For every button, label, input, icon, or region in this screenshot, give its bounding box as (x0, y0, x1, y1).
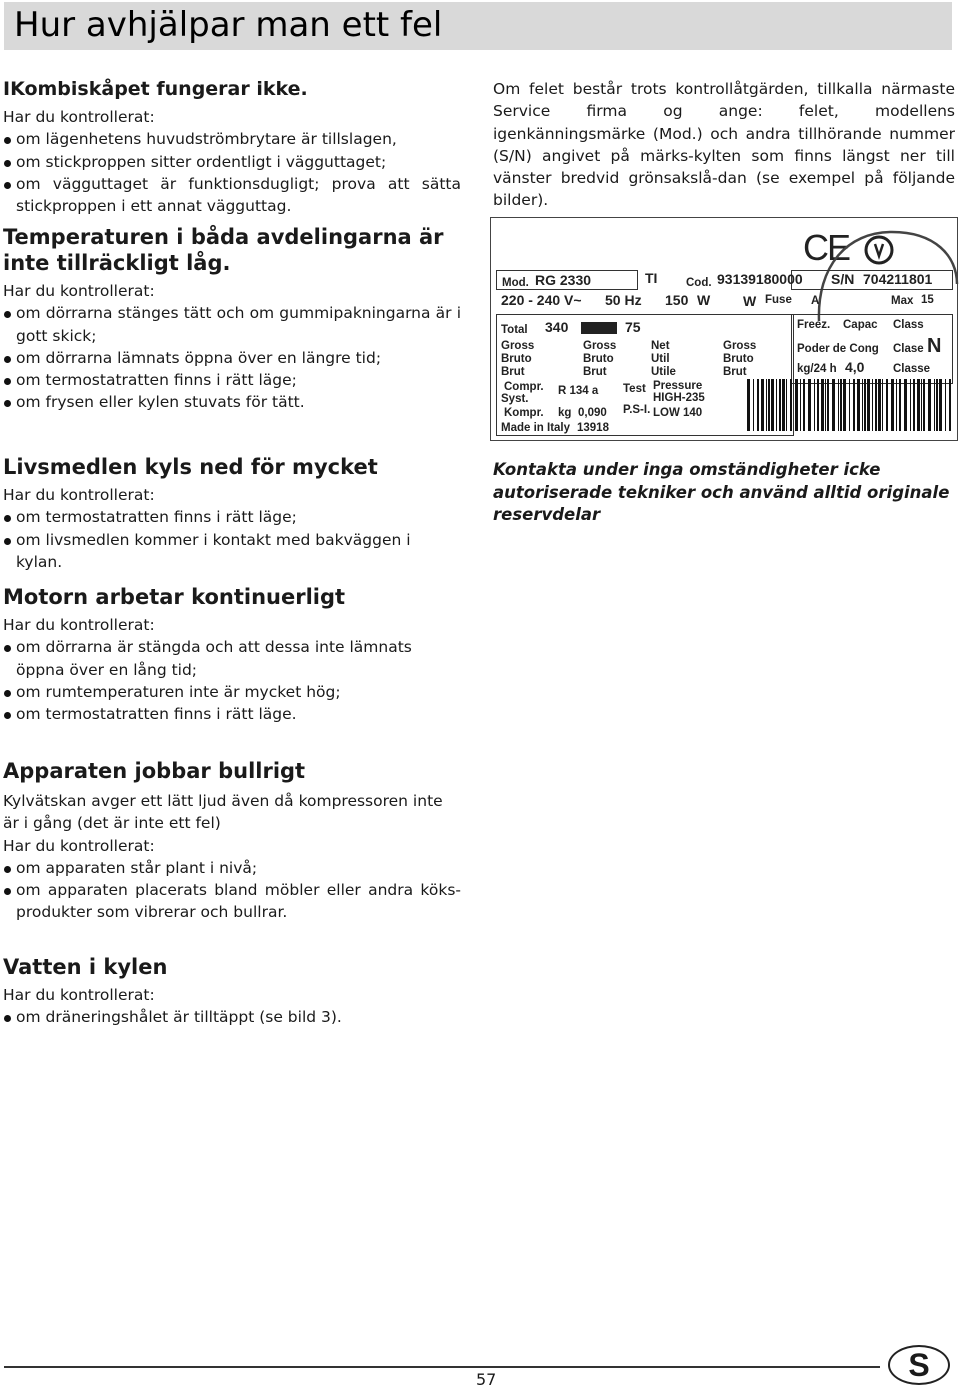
gross-label-2c: Brut (583, 366, 607, 378)
refrigerant-weight: 0,090 (578, 407, 607, 419)
amp-label: A (811, 295, 820, 307)
psi-label: P.S-I. (623, 404, 651, 416)
gross-label-1c: Brut (501, 366, 525, 378)
clase-value: N (927, 335, 942, 357)
fuse-label: Fuse (765, 294, 792, 306)
syst-label: Syst. (501, 393, 529, 405)
gross-label-1b: Bruto (501, 353, 532, 365)
section-heading: Temperaturen i båda avdelingarna är inte tillräckligt låg. (3, 225, 444, 275)
check-list (3, 506, 461, 573)
gross-label-2: Gross (583, 340, 617, 352)
star-rating-icon (581, 322, 617, 334)
power-unit: W (697, 292, 711, 308)
section-noisy (3, 758, 461, 954)
section-intro: Har du kontrollerat: (3, 108, 155, 126)
list-item: om dräneringshålet är tilltäppt (se bild 3). (3, 1006, 461, 1028)
sn-label: S/N (831, 271, 855, 287)
section-pretext: Kylvätskan avger ett lätt ljud även då kompressoren inte är i gång (det är inte ett fel) (3, 792, 443, 833)
defrost-unit: W (743, 293, 757, 309)
net-label-c: Utile (651, 366, 676, 378)
net-label: Net (651, 340, 670, 352)
list-item: om dörrarna stänges tätt och om gummipakningarna är i gott skick; (3, 302, 461, 347)
section-too-cold (3, 454, 461, 584)
sn-value: 704211801 (863, 271, 933, 287)
freez-label: Freez. (797, 319, 831, 331)
made-code: 13918 (577, 422, 609, 434)
pressure-high: HIGH-235 (653, 392, 705, 404)
check-list (3, 857, 461, 924)
made-in-label: Made in Italy (501, 422, 571, 434)
test-label: Test (623, 383, 646, 395)
section-heading: Apparaten jobbar bullrigt (3, 759, 306, 783)
gross-label-3b: Bruto (723, 353, 754, 365)
list-item: om apparaten står plant i nivå; (3, 857, 461, 879)
gross-label-3: Gross (723, 340, 757, 352)
check-list (3, 1006, 461, 1028)
tl-label: TI (645, 270, 658, 286)
list-item: om stickproppen sitter ordentligt i vägguttaget; (3, 151, 461, 173)
list-item: om dörrarna är stängda och att dessa inte lämnats öppna över en lång tid; (3, 636, 461, 681)
classe-label: Classe (893, 363, 931, 375)
section-heading: Motorn arbetar kontinuerligt (3, 585, 346, 609)
title-bar (4, 2, 952, 50)
power-value: 150 (665, 292, 689, 308)
section-heading: Livsmedlen kyls ned för mycket (3, 455, 378, 479)
freezer-volume: 75 (625, 319, 641, 335)
class-label: Class (893, 319, 924, 331)
list-item: om dörrarna lämnats öppna över en längre tid; (3, 347, 461, 369)
list-item: om termostatratten finns i rätt läge; (3, 506, 461, 528)
kompr-label: Kompr. (504, 407, 544, 419)
language-badge: S (888, 1345, 950, 1385)
max-value: 15 (921, 294, 934, 306)
list-item: om livsmedlen kommer i kontakt med bakväggen i kylan. (3, 529, 461, 574)
service-column (493, 78, 955, 212)
warning-notice: Kontakta under inga omständigheter icke autoriserade tekniker och använd alltid originale reservdelar (493, 460, 950, 524)
barcode-icon (747, 379, 953, 431)
section-temperature (3, 224, 461, 454)
net-label-b: Util (651, 353, 670, 365)
section-water (3, 954, 461, 1029)
page-title: Hur avhjälpar man ett fel (14, 5, 443, 45)
list-item: om termostatratten finns i rätt läge; (3, 369, 461, 391)
gross-label-3c: Brut (723, 366, 747, 378)
check-list (3, 128, 461, 217)
gross-label-1: Gross (501, 340, 535, 352)
list-item: om frysen eller kylen stuvats för tätt. (3, 391, 461, 413)
section-not-working (3, 76, 461, 224)
section-intro: Har du kontrollerat: (3, 836, 155, 855)
kg24-label: kg/24 h (797, 363, 837, 375)
troubleshooting-column (3, 76, 461, 1029)
kg-label: kg (558, 407, 572, 419)
rating-plate (490, 217, 958, 441)
freezing-capacity: 4,0 (845, 359, 865, 375)
mod-value: RG 2330 (535, 272, 592, 288)
ce-mark: CE (803, 227, 850, 268)
compr-label: Compr. (504, 381, 544, 393)
cod-label: Cod. (686, 277, 712, 289)
poder-label: Poder de Cong (797, 343, 879, 355)
gross-label-2b: Bruto (583, 353, 614, 365)
cod-value: 93139180000 (717, 271, 803, 287)
section-heading: IKombiskåpet fungerar ikke. (3, 78, 308, 100)
section-intro: Har du kontrollerat: (3, 616, 155, 634)
list-item: om rumtemperaturen inte är mycket hög; (3, 681, 461, 703)
pressure-label: Pressure (653, 380, 703, 392)
refrigerant: R 134 a (558, 385, 599, 397)
check-list (3, 636, 461, 725)
list-item: om lägenhetens huvudströmbrytare är tillslagen, (3, 128, 461, 150)
frequency: 50 Hz (605, 292, 642, 308)
pressure-low: LOW 140 (653, 407, 703, 419)
mod-label: Mod. (502, 277, 529, 289)
max-label: Max (891, 295, 914, 307)
section-intro: Har du kontrollerat: (3, 282, 155, 300)
total-label: Total (501, 324, 528, 336)
section-heading: Vatten i kylen (3, 955, 168, 979)
clase-label: Clase (893, 343, 924, 355)
capac-label: Capac (843, 319, 878, 331)
service-paragraph: Om felet består trots kontrollåtgärden, tillkalla närmaste Service firma og ange: felet, modellens igenkänningsmärke (Mod.) och andra tillhörande nummer (S/N) angivet på märks-kylten som finns längst ner till vänster bredvid grönsakslå-dan (se exempel på följande bilder). (493, 80, 955, 210)
list-item: om termostatratten finns i rätt läge. (3, 703, 461, 725)
voltage: 220 - 240 V~ (501, 292, 582, 308)
section-intro: Har du kontrollerat: (3, 986, 155, 1004)
page-number: 57 (476, 1370, 497, 1389)
total-value: 340 (545, 319, 569, 335)
list-item: om apparaten placerats bland möbler eller andra köks-produkter som vibrerar och bullrar. (3, 879, 461, 924)
list-item: om vägguttaget är funktionsdugligt; prova att sätta stickproppen i ett annat vägguttag. (3, 173, 461, 218)
section-intro: Har du kontrollerat: (3, 486, 155, 504)
footer-divider (4, 1366, 880, 1368)
check-list (3, 302, 461, 413)
section-motor-continuous (3, 584, 461, 758)
